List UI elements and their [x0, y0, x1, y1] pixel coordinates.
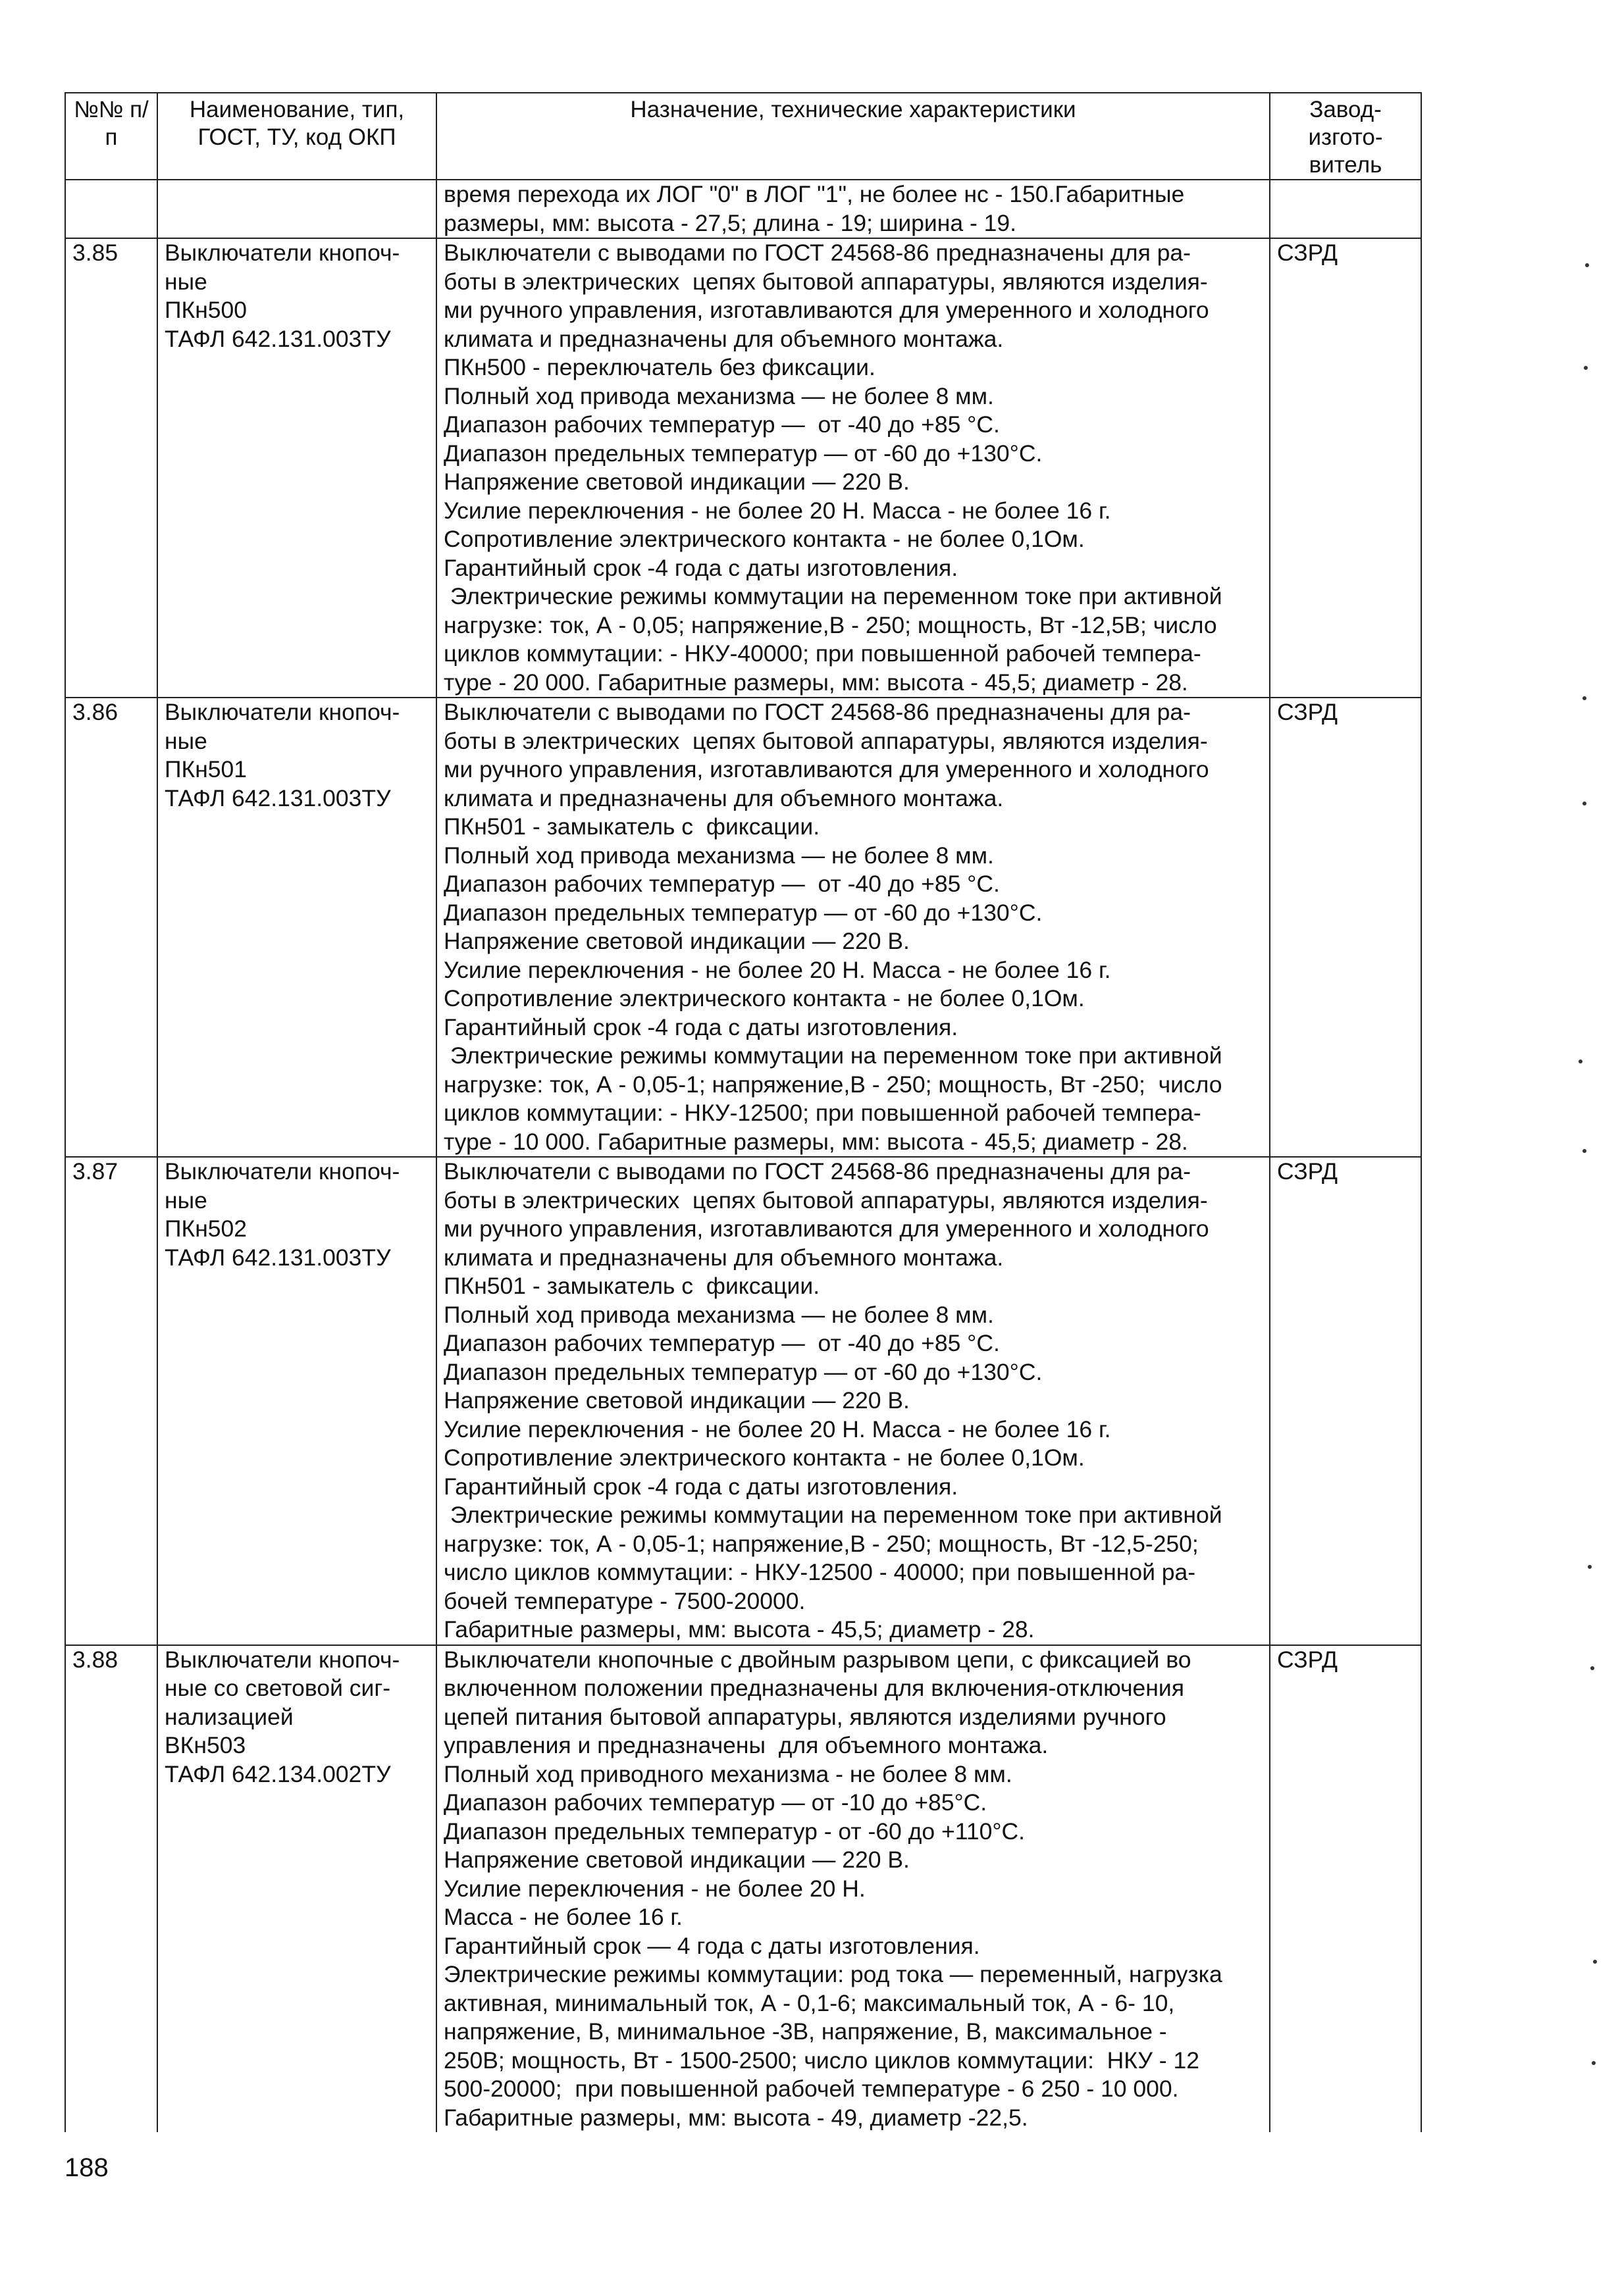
desc-line: размеры, мм: высота - 27,5; длина - 19; ширина - 19. [444, 209, 1016, 236]
name-line: ТАФЛ 642.134.002ТУ [165, 1760, 391, 1787]
desc-line: климата и предназначены для объемного монтажа. [444, 325, 1004, 352]
item-description [436, 1645, 1270, 2133]
desc-line: Электрические режимы коммутации на переменном токе при активной [444, 583, 1222, 609]
desc-line: число циклов коммутации: - НКУ-12500 - 40000; при повышенной ра- [444, 1559, 1196, 1585]
scan-speck [1585, 263, 1589, 267]
header-maker: Завод-изгото-витель [1270, 93, 1421, 180]
desc-line: нагрузке: ток, А - 0,05-1; напряжение,В - 250; мощность, Вт -12,5-250; [444, 1530, 1199, 1557]
continuation-name [157, 180, 436, 238]
name-line: Выключатели кнопоч- [165, 1158, 400, 1185]
desc-line: Напряжение световой индикации — 220 В. [444, 469, 910, 495]
desc-line: Напряжение световой индикации — 220 В. [444, 1387, 910, 1414]
desc-line: время перехода их ЛОГ "0" в ЛОГ "1", не более нс - 150.Габаритные [444, 181, 1185, 207]
item-manufacturer: СЗРД [1270, 1157, 1421, 1645]
desc-line: Выключатели с выводами по ГОСТ 24568-86 предназначены для ра- [444, 699, 1191, 725]
desc-line: Электрические режимы коммутации: род тока — переменный, нагрузка [444, 1961, 1222, 1987]
desc-line: управления и предназначены для объемного монтажа. [444, 1732, 1049, 1758]
desc-line: Полный ход приводного механизма - не более 8 мм. [444, 1760, 1012, 1787]
desc-line: Диапазон рабочих температур — от -40 до +85 °С. [444, 1330, 1000, 1356]
desc-line: боты в электрических цепях бытовой аппаратуры, являются изделия- [444, 268, 1208, 295]
item-name [157, 1645, 436, 2133]
item-manufacturer: СЗРД [1270, 238, 1421, 698]
desc-line: Диапазон предельных температур - от -60 до +110°С. [444, 1818, 1026, 1845]
name-line: ные [165, 268, 207, 295]
desc-line: Масса - не более 16 г. [444, 1904, 683, 1930]
desc-line: Гарантийный срок -4 года с даты изготовления. [444, 1473, 958, 1500]
desc-line: климата и предназначены для объемного монтажа. [444, 1244, 1004, 1271]
desc-line: Диапазон предельных температур — от -60 до +130°С. [444, 899, 1043, 926]
desc-line: 500-20000; при повышенной рабочей температуре - 6 250 - 10 000. [444, 2076, 1179, 2102]
desc-line: Усилие переключения - не более 20 Н. [444, 1875, 866, 1902]
scan-speck [1582, 1149, 1586, 1153]
desc-line: Полный ход привода механизма — не более 8 мм. [444, 382, 994, 409]
desc-line: ми ручного управления, изготавливаются для умеренного и холодного [444, 756, 1209, 782]
desc-line: ПКн501 - замыкатель с фиксации. [444, 1273, 820, 1299]
desc-line: Гарантийный срок -4 года с даты изготовления. [444, 1013, 958, 1040]
table-row [65, 1157, 1421, 1645]
desc-line: Напряжение световой индикации — 220 В. [444, 1847, 910, 1873]
header-num: №№ п/п [65, 93, 157, 180]
scan-speck [1582, 696, 1586, 700]
header-row [65, 93, 1421, 180]
desc-line: Габаритные размеры, мм: высота - 45,5; диаметр - 28. [444, 1616, 1035, 1643]
item-description [436, 698, 1270, 1157]
table-row [65, 698, 1421, 1157]
desc-line: Электрические режимы коммутации на переменном токе при активной [444, 1042, 1222, 1069]
desc-line: Сопротивление электрического контакта - не более 0,1Ом. [444, 1444, 1085, 1471]
desc-line: Выключатели с выводами по ГОСТ 24568-86 предназначены для ра- [444, 1158, 1191, 1185]
item-number: 3.85 [65, 238, 157, 698]
item-number: 3.86 [65, 698, 157, 1157]
name-line: Выключатели кнопоч- [165, 699, 400, 725]
scan-speck [1593, 1960, 1597, 1964]
name-line: ные со световой сиг- [165, 1675, 391, 1701]
desc-line: Гарантийный срок — 4 года с даты изготовления. [444, 1932, 980, 1959]
desc-line: Выключатели кнопочные с двойным разрывом цепи, с фиксацией во [444, 1646, 1191, 1673]
name-line: нализацией [165, 1703, 294, 1730]
desc-line: Усилие переключения - не более 20 Н. Масса - не более 16 г. [444, 956, 1111, 983]
desc-line: бочей температуре - 7500-20000. [444, 1587, 806, 1614]
desc-line: циклов коммутации: - НКУ-40000; при повышенной рабочей темпера- [444, 640, 1201, 667]
scan-speck [1584, 366, 1588, 370]
scan-speck [1582, 802, 1586, 805]
item-number: 3.87 [65, 1157, 157, 1645]
desc-line: Габаритные размеры, мм: высота - 49, диаметр -22,5. [444, 2104, 1028, 2131]
desc-line: нагрузке: ток, А - 0,05; напряжение,В - 250; мощность, Вт -12,5В; число [444, 611, 1217, 638]
continuation-desc [436, 180, 1270, 238]
desc-line: нагрузке: ток, А - 0,05-1; напряжение,В - 250; мощность, Вт -250; число [444, 1071, 1222, 1098]
continuation-row [65, 180, 1421, 238]
table-row [65, 1645, 1421, 2133]
scan-speck [1588, 1565, 1592, 1569]
desc-line: активная, минимальный ток, А - 0,1-6; максимальный ток, А - 6- 10, [444, 1989, 1175, 2016]
desc-line: ПКн500 - переключатель без фиксации. [444, 354, 875, 380]
header-desc: Назначение, технические характеристики [436, 93, 1270, 180]
desc-line: ми ручного управления, изготавливаются для умеренного и холодного [444, 297, 1209, 323]
continuation-maker [1270, 180, 1421, 238]
item-description [436, 238, 1270, 698]
name-line: ТАФЛ 642.131.003ТУ [165, 1244, 391, 1271]
desc-line: ПКн501 - замыкатель с фиксации. [444, 813, 820, 840]
header-name: Наименование, тип, ГОСТ, ТУ, код ОКП [157, 93, 436, 180]
scan-speck [1579, 1059, 1582, 1063]
item-description [436, 1157, 1270, 1645]
name-line: ПКн500 [165, 297, 248, 323]
item-name [157, 1157, 436, 1645]
name-line: ТАФЛ 642.131.003ТУ [165, 325, 391, 352]
spec-table [65, 92, 1422, 2132]
name-line: ные [165, 727, 207, 754]
desc-line: боты в электрических цепях бытовой аппаратуры, являются изделия- [444, 1186, 1208, 1213]
desc-line: Полный ход привода механизма — не более 8 мм. [444, 1301, 994, 1328]
table-row [65, 238, 1421, 698]
desc-line: цепей питания бытовой аппаратуры, являются изделиями ручного [444, 1703, 1166, 1730]
item-name [157, 698, 436, 1157]
desc-line: Гарантийный срок -4 года с даты изготовления. [444, 554, 958, 581]
page-number: 188 [65, 2153, 109, 2182]
desc-line: Выключатели с выводами по ГОСТ 24568-86 предназначены для ра- [444, 240, 1191, 266]
desc-line: Диапазон рабочих температур — от -10 до +85°С. [444, 1789, 987, 1816]
scan-speck [1590, 1666, 1594, 1670]
desc-line: циклов коммутации: - НКУ-12500; при повышенной рабочей темпера- [444, 1100, 1201, 1126]
desc-line: Полный ход привода механизма — не более 8 мм. [444, 842, 994, 869]
name-line: ПКн502 [165, 1215, 248, 1242]
name-line: ТАФЛ 642.131.003ТУ [165, 784, 391, 811]
desc-line: Усилие переключения - не более 20 Н. Масса - не более 16 г. [444, 497, 1111, 524]
item-number: 3.88 [65, 1645, 157, 2133]
desc-line: Диапазон предельных температур — от -60 до +130°С. [444, 1358, 1043, 1385]
desc-line: боты в электрических цепях бытовой аппаратуры, являются изделия- [444, 727, 1208, 754]
desc-line: туре - 20 000. Габаритные размеры, мм: высота - 45,5; диаметр - 28. [444, 669, 1188, 696]
name-line: Выключатели кнопоч- [165, 1646, 400, 1673]
desc-line: Напряжение световой индикации — 220 В. [444, 928, 910, 954]
scan-speck [1592, 2061, 1596, 2065]
continuation-num [65, 180, 157, 238]
name-line: ные [165, 1186, 207, 1213]
name-line: ПКн501 [165, 756, 248, 782]
desc-line: Электрические режимы коммутации на переменном токе при активной [444, 1502, 1222, 1528]
desc-line: Усилие переключения - не более 20 Н. Масса - не более 16 г. [444, 1416, 1111, 1442]
desc-line: ми ручного управления, изготавливаются для умеренного и холодного [444, 1215, 1209, 1242]
item-manufacturer: СЗРД [1270, 698, 1421, 1157]
desc-line: включенном положении предназначены для включения-отключения [444, 1675, 1184, 1701]
desc-line: Сопротивление электрического контакта - не более 0,1Ом. [444, 526, 1085, 552]
desc-line: туре - 10 000. Габаритные размеры, мм: высота - 45,5; диаметр - 28. [444, 1128, 1188, 1155]
desc-line: Диапазон рабочих температур — от -40 до +85 °С. [444, 871, 1000, 897]
item-manufacturer: СЗРД [1270, 1645, 1421, 2133]
desc-line: Диапазон рабочих температур — от -40 до +85 °С. [444, 411, 1000, 438]
rows-body [65, 238, 1421, 2132]
desc-line: климата и предназначены для объемного монтажа. [444, 784, 1004, 811]
desc-line: 250В; мощность, Вт - 1500-2500; число циклов коммутации: НКУ - 12 [444, 2047, 1199, 2074]
desc-line: Диапазон предельных температур — от -60 до +130°С. [444, 440, 1043, 467]
item-name [157, 238, 436, 698]
name-line: ВКн503 [165, 1732, 246, 1758]
desc-line: Сопротивление электрического контакта - не более 0,1Ом. [444, 985, 1085, 1011]
name-line: Выключатели кнопоч- [165, 240, 400, 266]
desc-line: напряжение, В, минимальное -3В, напряжение, В, максимальное - [444, 2018, 1167, 2045]
